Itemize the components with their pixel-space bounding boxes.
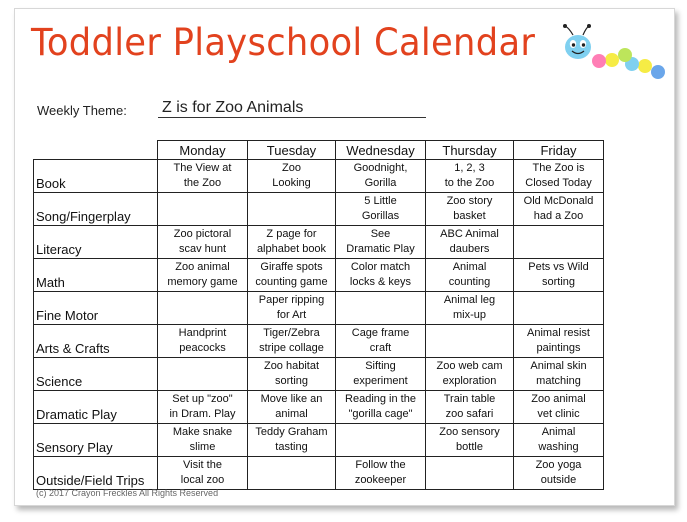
- activity-cell: [426, 325, 514, 358]
- activity-text-line: matching: [536, 375, 581, 387]
- caterpillar-body-segment: [651, 65, 665, 79]
- activity-cell: [248, 424, 336, 457]
- caterpillar-antennae: [565, 26, 589, 35]
- activity-text-line: Train table: [443, 393, 496, 405]
- day-header-row: [34, 141, 604, 160]
- activity-text-line: Handprint: [178, 327, 227, 339]
- activity-text-line: Gorillas: [361, 210, 400, 222]
- activity-row: [34, 160, 604, 193]
- activity-text-line: 5 Little: [364, 195, 397, 207]
- activity-text-line: alphabet book: [256, 243, 327, 255]
- activity-text-line: Zoo sensory: [439, 426, 500, 438]
- activity-cell: [248, 193, 336, 226]
- day-header: Tuesday: [248, 141, 336, 160]
- activity-text-line: Animal: [452, 261, 487, 273]
- activity-cell: [158, 457, 248, 490]
- activity-cell: [426, 193, 514, 226]
- activity-text-line: Tiger/Zebra: [263, 327, 320, 339]
- activity-text-line: animal: [275, 408, 308, 420]
- activity-text-line: exploration: [442, 375, 497, 387]
- activity-cell: [248, 358, 336, 391]
- calendar-table: [33, 140, 604, 490]
- day-header: Thursday: [426, 141, 514, 160]
- corner-cell: [34, 141, 158, 160]
- activity-cell: [514, 358, 604, 391]
- activity-text-line: craft: [369, 342, 392, 354]
- activity-cell: [158, 391, 248, 424]
- activity-cell: [514, 325, 604, 358]
- activity-text-line: Zoo yoga: [535, 459, 582, 471]
- activity-cell: [426, 160, 514, 193]
- activity-text-line: Visit the: [183, 459, 222, 471]
- activity-text-line: local zoo: [180, 474, 225, 486]
- activity-row: [34, 391, 604, 424]
- activity-cell: [336, 391, 426, 424]
- activity-text-line: peacocks: [179, 342, 226, 354]
- activity-text-line: Zoo web cam: [436, 360, 503, 372]
- activity-cell: [336, 457, 426, 490]
- page-title: Toddler Playschool Calendar: [31, 21, 536, 64]
- activity-text-line: counting: [448, 276, 491, 288]
- activity-text-line: for Art: [276, 309, 307, 321]
- activity-text-line: Animal resist: [527, 327, 590, 339]
- activity-cell: [426, 391, 514, 424]
- activity-row: [34, 325, 604, 358]
- activity-text-line: 1, 2, 3: [454, 162, 485, 174]
- row-label: Outside/Field Trips: [34, 457, 158, 490]
- day-header: Wednesday: [336, 141, 426, 160]
- activity-text-line: counting game: [255, 276, 328, 288]
- row-label: Sensory Play: [34, 424, 158, 457]
- activity-text-line: vet clinic: [537, 408, 580, 420]
- activity-text-line: See: [370, 228, 391, 240]
- activity-text-line: outside: [540, 474, 577, 486]
- copyright-notice: (c) 2017 Crayon Freckles All Rights Reserved: [36, 488, 219, 498]
- activity-text-line: Animal skin: [530, 360, 587, 372]
- activity-text-line: Make snake: [172, 426, 233, 438]
- activity-row: [34, 259, 604, 292]
- activity-text-line: washing: [538, 441, 579, 453]
- activity-row: [34, 292, 604, 325]
- activity-text-line: zookeeper: [354, 474, 407, 486]
- activity-text-line: Move like an: [260, 393, 323, 405]
- activity-row: [34, 226, 604, 259]
- activity-text-line: Zoo animal: [531, 393, 586, 405]
- activity-text-line: sorting: [274, 375, 309, 387]
- activity-text-line: bottle: [456, 441, 483, 453]
- activity-cell: [158, 259, 248, 292]
- activity-cell: [426, 424, 514, 457]
- activity-cell: [248, 391, 336, 424]
- activity-text-line: Dramatic Play: [346, 243, 415, 255]
- activity-text-line: Zoo animal: [175, 261, 230, 273]
- activity-cell: [248, 325, 336, 358]
- activity-text-line: Z page for: [266, 228, 317, 240]
- activity-row: [34, 193, 604, 226]
- activity-cell: [514, 160, 604, 193]
- activity-row: [34, 457, 604, 490]
- caterpillar-body-segment: [605, 53, 619, 67]
- activity-text-line: scav hunt: [178, 243, 227, 255]
- row-label: Literacy: [34, 226, 158, 259]
- activity-text-line: Color match: [350, 261, 411, 273]
- activity-text-line: Zoo story: [446, 195, 493, 207]
- day-header: Monday: [158, 141, 248, 160]
- activity-cell: [514, 193, 604, 226]
- activity-text-line: basket: [453, 210, 486, 222]
- activity-cell: [514, 292, 604, 325]
- activity-text-line: Animal: [541, 426, 576, 438]
- activity-text-line: Looking: [272, 177, 311, 189]
- activity-text-line: Giraffe spots: [260, 261, 323, 273]
- activity-cell: [158, 193, 248, 226]
- activity-cell: [336, 358, 426, 391]
- activity-text-line: in Dram. Play: [169, 408, 236, 420]
- activity-text-line: The View at: [173, 162, 232, 174]
- activity-cell: [158, 325, 248, 358]
- activity-text-line: Gorilla: [364, 177, 397, 189]
- activity-text-line: ABC Animal: [440, 228, 499, 240]
- caterpillar-body-segment: [618, 48, 632, 62]
- activity-text-line: paintings: [536, 342, 581, 354]
- activity-cell: [336, 325, 426, 358]
- activity-cell: [158, 292, 248, 325]
- activity-cell: [248, 160, 336, 193]
- row-label: Math: [34, 259, 158, 292]
- activity-text-line: had a Zoo: [533, 210, 584, 222]
- activity-cell: [248, 259, 336, 292]
- activity-cell: [514, 424, 604, 457]
- activity-cell: [514, 391, 604, 424]
- activity-text-line: sorting: [541, 276, 576, 288]
- activity-text-line: tasting: [275, 441, 308, 453]
- activity-text-line: the Zoo: [183, 177, 222, 189]
- activity-cell: [248, 226, 336, 259]
- activity-cell: [336, 292, 426, 325]
- row-label: Book: [34, 160, 158, 193]
- activity-cell: [158, 160, 248, 193]
- activity-text-line: experiment: [353, 375, 408, 387]
- row-label: Dramatic Play: [34, 391, 158, 424]
- activity-cell: [158, 424, 248, 457]
- activity-text-line: to the Zoo: [444, 177, 495, 189]
- activity-text-line: Old McDonald: [523, 195, 594, 207]
- activity-text-line: Teddy Graham: [255, 426, 328, 438]
- activity-text-line: Zoo habitat: [263, 360, 320, 372]
- activity-text-line: Sifting: [365, 360, 396, 372]
- activity-cell: [158, 226, 248, 259]
- activity-cell: [248, 292, 336, 325]
- activity-text-line: locks & keys: [349, 276, 412, 288]
- caterpillar-body-segment: [638, 59, 652, 73]
- activity-cell: [426, 292, 514, 325]
- activity-cell: [336, 424, 426, 457]
- activity-text-line: zoo safari: [445, 408, 494, 420]
- activity-text-line: Follow the: [355, 459, 406, 471]
- caterpillar-body-segment: [592, 54, 606, 68]
- activity-cell: [514, 226, 604, 259]
- row-label: Song/Fingerplay: [34, 193, 158, 226]
- calendar-sheet: [14, 8, 675, 506]
- activity-cell: [514, 259, 604, 292]
- activity-text-line: Cage frame: [351, 327, 410, 339]
- activity-cell: [336, 193, 426, 226]
- activity-text-line: Set up "zoo": [172, 393, 233, 405]
- row-label: Science: [34, 358, 158, 391]
- activity-cell: [514, 457, 604, 490]
- activity-text-line: The Zoo is: [532, 162, 585, 174]
- activity-text-line: Paper ripping: [258, 294, 325, 306]
- row-label: Fine Motor: [34, 292, 158, 325]
- caterpillar-logo: [553, 23, 673, 85]
- activity-row: [34, 424, 604, 457]
- row-label: Arts & Crafts: [34, 325, 158, 358]
- activity-text-line: daubers: [449, 243, 490, 255]
- activity-cell: [336, 226, 426, 259]
- activity-text-line: mix-up: [452, 309, 486, 321]
- day-header: Friday: [514, 141, 604, 160]
- weekly-theme-label: Weekly Theme:: [37, 103, 127, 118]
- activity-text-line: slime: [189, 441, 216, 453]
- weekly-theme-value: Z is for Zoo Animals: [158, 99, 426, 118]
- activity-cell: [336, 259, 426, 292]
- activity-text-line: Reading in the: [345, 393, 416, 405]
- activity-text-line: Goodnight,: [353, 162, 408, 174]
- activity-text-line: Zoo pictoral: [173, 228, 232, 240]
- activity-text-line: Animal leg: [443, 294, 496, 306]
- activity-cell: [426, 358, 514, 391]
- activity-cell: [426, 226, 514, 259]
- activity-text-line: Pets vs Wild: [528, 261, 589, 273]
- activity-text-line: Closed Today: [525, 177, 592, 189]
- activity-text-line: memory game: [167, 276, 238, 288]
- activity-text-line: "gorilla cage": [348, 408, 413, 420]
- activity-text-line: Zoo: [282, 162, 301, 174]
- caterpillar-head: [565, 35, 591, 59]
- activity-cell: [426, 259, 514, 292]
- activity-cell: [426, 457, 514, 490]
- activity-row: [34, 358, 604, 391]
- activity-cell: [248, 457, 336, 490]
- activity-cell: [336, 160, 426, 193]
- activity-cell: [158, 358, 248, 391]
- activity-text-line: stripe collage: [259, 342, 324, 354]
